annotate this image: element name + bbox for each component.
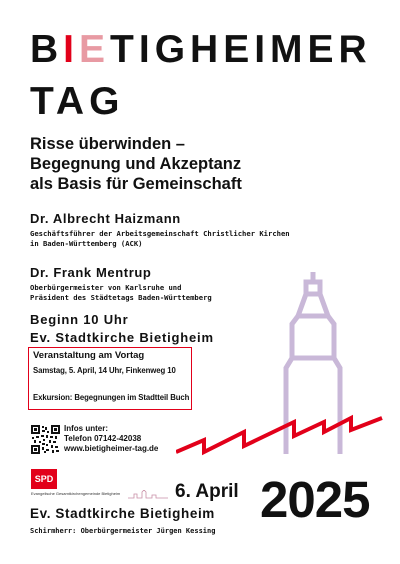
title-letter-e-pink: E	[79, 28, 111, 71]
title-line-2: TAG	[30, 80, 125, 123]
spd-logo: SPD	[31, 469, 57, 489]
qr-code-icon[interactable]	[31, 425, 60, 454]
title-rest: TIGHEIMER	[110, 28, 372, 71]
church-org-skyline-icon	[128, 490, 168, 500]
church-org-logo-text: Evangelische Gesamtkirchengemeinde Bietigheim	[31, 491, 121, 496]
pre-event-excursion: Exkursion: Begegnungen im Stadtteil Buch	[33, 393, 190, 402]
pre-event-heading: Veranstaltung am Vortag	[33, 350, 145, 361]
title-line-1	[30, 30, 372, 70]
info-label: Infos unter:	[64, 424, 108, 433]
speaker-1-desc	[30, 229, 290, 249]
begin-place: Ev. Stadtkirche Bietigheim	[30, 330, 214, 345]
subtitle-line-1: Risse überwinden –	[30, 135, 185, 153]
speaker-2-desc-line-2: Präsident des Städtetags Baden-Württemberg	[30, 293, 212, 302]
info-phone[interactable]: Telefon 07142-42038	[64, 434, 142, 443]
title-letter-i-red: I	[63, 28, 80, 71]
speaker-1-desc-line-1: Geschäftsführer der Arbeitsgemeinschaft Christlicher Kirchen	[30, 229, 290, 238]
title-letter-b: B	[30, 28, 64, 71]
speaker-1-name: Dr. Albrecht Haizmann	[30, 211, 181, 226]
speaker-1-desc-line-2: in Baden-Württemberg (ACK)	[30, 239, 143, 248]
begin-info	[30, 311, 214, 347]
subtitle-line-3: als Basis für Gemeinschaft	[30, 175, 242, 193]
speaker-2-name: Dr. Frank Mentrup	[30, 265, 152, 280]
red-zigzag-line	[176, 408, 386, 458]
pre-event-details: Samstag, 5. April, 14 Uhr, Finkenweg 10	[33, 366, 176, 375]
event-date: 6. April	[175, 481, 239, 502]
info-web[interactable]: www.bietigheimer-tag.de	[64, 444, 159, 453]
pre-event-box	[28, 347, 192, 410]
speaker-2-desc-line-1: Oberbürgermeister von Karlsruhe und	[30, 283, 182, 292]
speaker-2-desc	[30, 283, 212, 303]
subtitle-line-2: Begegnung und Akzeptanz	[30, 155, 242, 173]
subtitle	[30, 134, 242, 194]
event-venue: Ev. Stadtkirche Bietigheim	[30, 506, 215, 521]
begin-time: Beginn 10 Uhr	[30, 312, 129, 327]
info-block	[64, 424, 158, 454]
event-patron: Schirmherr: Oberbürgermeister Jürgen Kessing	[30, 527, 216, 535]
event-year: 2025	[260, 471, 370, 528]
